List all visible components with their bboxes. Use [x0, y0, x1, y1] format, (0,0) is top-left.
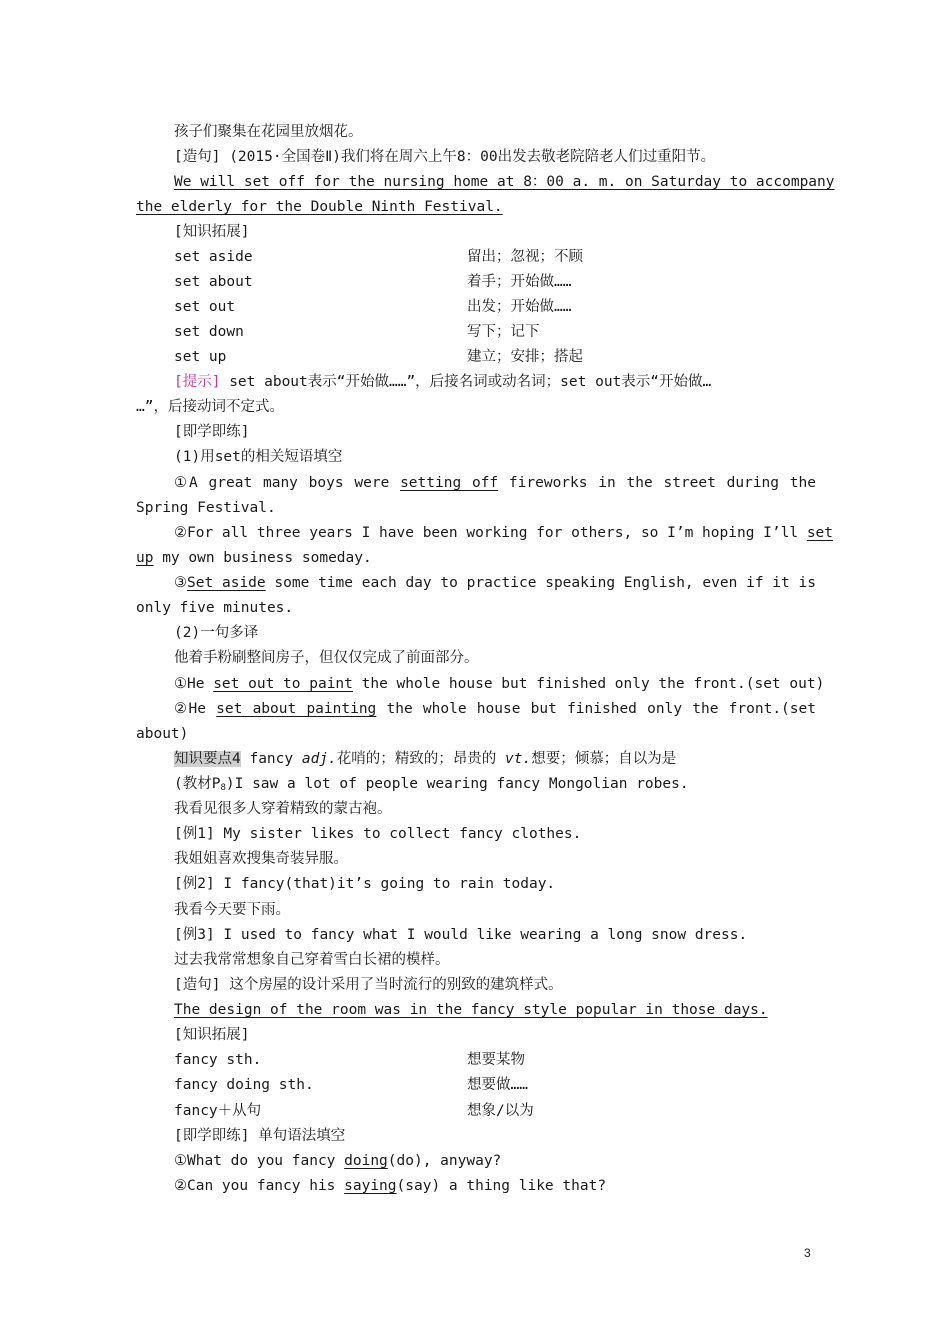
example-line: [例2] I fancy(that)it’s going to rain today.	[174, 876, 556, 892]
exercise-text: ②He	[174, 701, 217, 717]
exercise-item	[174, 471, 816, 496]
phrase-meaning: 想要某物	[467, 1052, 525, 1068]
exercise-heading: (2)一句多译	[174, 625, 259, 641]
exercise-text: fireworks in the street during the	[498, 475, 816, 491]
exercise-heading: (1)用set的相关短语填空	[174, 449, 343, 465]
model-sentence	[136, 195, 816, 220]
heading-text: 想要；倾慕；自以为是	[531, 751, 677, 767]
exercise-text: ①He	[174, 676, 214, 692]
model-sentence-end: the elderly for the Double Ninth Festival.	[136, 199, 503, 215]
phrase-meaning: 想要做……	[467, 1077, 528, 1093]
exercise-text: ①A great many boys were	[174, 475, 401, 491]
section-heading: [知识拓展]	[174, 1027, 250, 1043]
phrase-row	[174, 1073, 816, 1098]
exercise-text: (do), anyway?	[387, 1153, 502, 1169]
phrase-row	[174, 1048, 816, 1073]
text-line: [造句] (2015·全国卷Ⅱ)我们将在周六上午8：00出发去敬老院陪老人们过重阳节。	[174, 149, 716, 165]
part-of-speech: vt.	[505, 751, 532, 767]
phrase: set down	[174, 324, 244, 340]
exercise-text: some time each day to practice speaking English, even if it is	[265, 575, 816, 591]
exercise-item	[174, 1174, 816, 1199]
text-line: 过去我常常想象自己穿着雪白长裙的模样。	[174, 952, 450, 968]
exercise-item	[174, 521, 834, 546]
example-line: [例1] My sister likes to collect fancy clothes.	[174, 826, 582, 842]
phrase-row	[174, 245, 816, 270]
answer-blank: setting off	[400, 475, 499, 491]
example-line: [例3] I used to fancy what I would like wearing a long snow dress.	[174, 927, 748, 943]
exercise-text: (say) a thing like that?	[396, 1178, 607, 1194]
text-part: )I saw a lot of people wearing fancy Mongolian robes.	[225, 776, 689, 792]
phrase-row	[174, 320, 816, 345]
phrase-row	[174, 295, 816, 320]
exercise-mark: ③	[174, 575, 188, 591]
answer-blank: set about painting	[216, 701, 377, 717]
exercise-text: my own business someday.	[153, 550, 372, 566]
tip-text: set about表示“开始做……”，后接名词或动名词；set out表示“开始做…	[220, 374, 712, 390]
page-subscript: 8	[220, 783, 226, 793]
answer-blank: set	[806, 525, 834, 541]
text-line: Spring Festival.	[136, 500, 276, 516]
exercise-item	[174, 571, 816, 596]
phrase: fancy sth.	[174, 1052, 262, 1068]
section-heading: [知识拓展]	[174, 224, 250, 240]
exercise-text: ②Can you fancy his	[174, 1178, 345, 1194]
phrase: set about	[174, 274, 253, 290]
model-sentence: We will set off for the nursing home at 8：00 a. m. on Saturday to accompany	[174, 174, 835, 190]
phrase-row	[174, 270, 816, 295]
text-line: only five minutes.	[136, 600, 294, 616]
text-part: (教材P	[174, 776, 221, 792]
text-line: 我看今天要下雨。	[174, 902, 290, 918]
exercise-text: the whole house but finished only the front.(set	[376, 701, 816, 717]
part-of-speech: adj.	[301, 751, 337, 767]
tip-tag: [提示]	[174, 374, 221, 390]
exercise-item	[174, 672, 825, 697]
model-sentence-text: The design of the room was in the fancy style popular in those days.	[174, 1002, 768, 1018]
section-heading: [即学即练]	[174, 424, 250, 440]
exercise-text: ②For all three years I have been working for others, so I’m hoping I’ll	[174, 525, 807, 541]
phrase-row	[174, 345, 816, 370]
answer-blank: saying	[344, 1178, 397, 1194]
tip-line	[174, 370, 816, 395]
text-line: …”，后接动词不定式。	[136, 399, 284, 415]
text-line: 孩子们聚集在花园里放烟花。	[174, 124, 363, 140]
text-line: [造句] 这个房屋的设计采用了当时流行的别致的建筑样式。	[174, 977, 563, 993]
answer-blank: up	[136, 550, 154, 566]
text-line: 我看见很多人穿着精致的蒙古袍。	[174, 801, 392, 817]
phrase-meaning: 着手；开始做……	[467, 274, 572, 290]
phrase: set up	[174, 349, 227, 365]
answer-blank: Set aside	[187, 575, 266, 591]
exercise-item	[174, 697, 816, 722]
answer-blank: set out to paint	[213, 676, 353, 692]
heading-text: 花哨的；精致的；昂贵的	[336, 751, 505, 767]
text-line	[136, 546, 816, 571]
text-line: 我姐姐喜欢搜集奇装异服。	[174, 851, 348, 867]
answer-blank: doing	[344, 1153, 388, 1169]
exercise-text: ①What do you fancy	[174, 1153, 345, 1169]
phrase: fancy doing sth.	[174, 1077, 314, 1093]
page-number: 3	[804, 1246, 811, 1260]
exercise-heading: [即学即练] 单句语法填空	[174, 1128, 346, 1144]
model-sentence	[174, 998, 816, 1023]
phrase-meaning: 写下；记下	[467, 324, 540, 340]
knowledge-point-tag: 知识要点4	[174, 751, 241, 767]
phrase-meaning: 建立；安排；搭起	[467, 349, 583, 365]
text-line: about)	[136, 726, 189, 742]
phrase-meaning: 想象/以为	[467, 1103, 534, 1119]
phrase: set out	[174, 299, 236, 315]
phrase: fancy＋从句	[174, 1103, 262, 1119]
knowledge-point-heading	[174, 747, 816, 772]
phrase-meaning: 留出；忽视；不顾	[467, 249, 583, 265]
phrase: set aside	[174, 249, 253, 265]
exercise-text: the whole house but finished only the front.(set out)	[352, 676, 825, 692]
heading-text: fancy	[240, 751, 302, 767]
phrase-row	[174, 1099, 816, 1124]
phrase-meaning: 出发；开始做……	[467, 299, 572, 315]
text-line: 他着手粉刷整间房子，但仅仅完成了前面部分。	[174, 650, 479, 666]
exercise-item	[174, 1149, 816, 1174]
textbook-sentence	[174, 772, 816, 797]
